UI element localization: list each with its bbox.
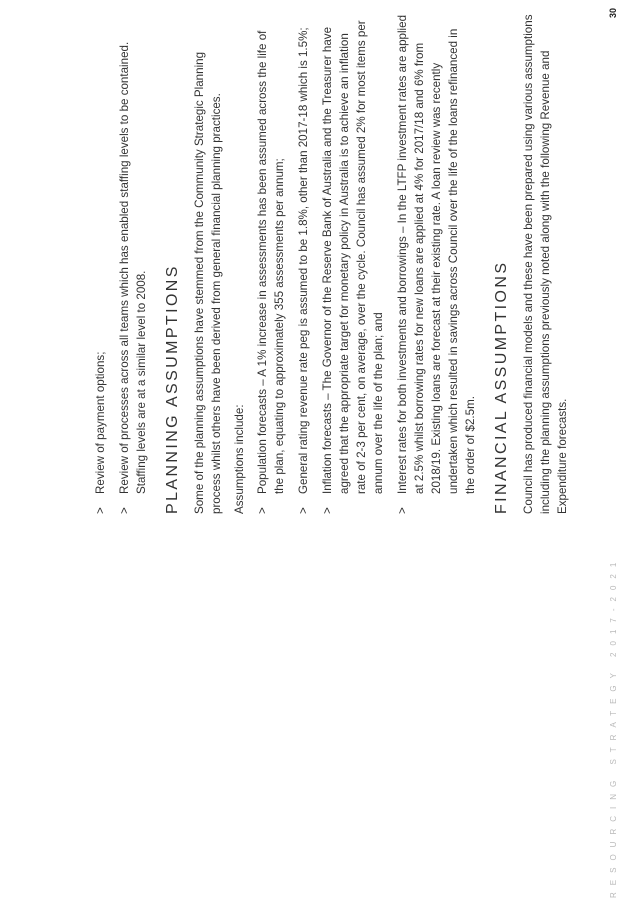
bullet-marker: > (256, 507, 269, 514)
bullet-text: Review of processes across all teams which has enabled staffing levels to be contained. Staffing levels are at a similar level to 2008. (118, 41, 148, 494)
page-content (92, 14, 577, 514)
bullet-marker: > (321, 507, 334, 514)
assumption-item (254, 14, 288, 514)
assumption-item (394, 14, 479, 514)
bullet-marker: > (297, 507, 310, 514)
bullet-marker: > (94, 507, 107, 514)
bullet-item (92, 14, 109, 514)
page-number: 30 (608, 7, 618, 18)
bullet-text: General rating revenue rate peg is assumed to be 1.8%, other than 2017-18 which is 1.5%; (297, 27, 310, 494)
bullet-marker: > (118, 507, 131, 514)
bullet-item (116, 14, 150, 514)
bullet-text: Interest rates for both investments and borrowings – In the LTFP investment rates are applied at 2.5% whilst borrowing rates for new loans are applied at 4% for 2017/18 and 6% from 2018/19. Existing loans are forecast at their existing rate. A loan review was recently undertaken which resulted in savings across Council over the life of the loans refinanced in the order of $2.5m. (396, 14, 477, 494)
assumptions-include-label: Assumptions include: (233, 404, 246, 514)
bullet-text: Population forecasts – A 1% increase in assessments has been assumed across the life of the plan, equating to approximately 355 assessments per annum; (256, 30, 286, 494)
bullet-marker: > (396, 507, 409, 514)
assumption-item (319, 14, 387, 514)
running-header (606, 0, 624, 906)
financial-assumptions-heading: FINANCIAL ASSUMPTIONS (493, 260, 510, 514)
planning-assumptions-heading: PLANNING ASSUMPTIONS (164, 264, 181, 514)
financial-assumptions-paragraph: Council has produced financial models and these have been prepared using various assumptions including the planning assumptions previously noted along with the following Revenue and Expenditure forecasts. (522, 14, 569, 514)
bullet-text: Review of payment options; (94, 351, 107, 494)
running-title: RESOURCING STRATEGY 2017-2021 (609, 555, 618, 898)
assumption-item (295, 14, 312, 514)
planning-intro-paragraph: Some of the planning assumptions have stemmed from the Community Strategic Planning process whilst others have been derived from general financial planning practices. (193, 51, 223, 514)
bullet-text: Inflation forecasts – The Governor of the Reserve Bank of Australia and the Treasurer have agreed that the appropriate target for monetary policy in Australia is to achieve an inflation rate of 2-3 per cent, on average, over the cycle. Council has assumed 2% for most items per annum over the life of the plan; and (321, 20, 385, 494)
